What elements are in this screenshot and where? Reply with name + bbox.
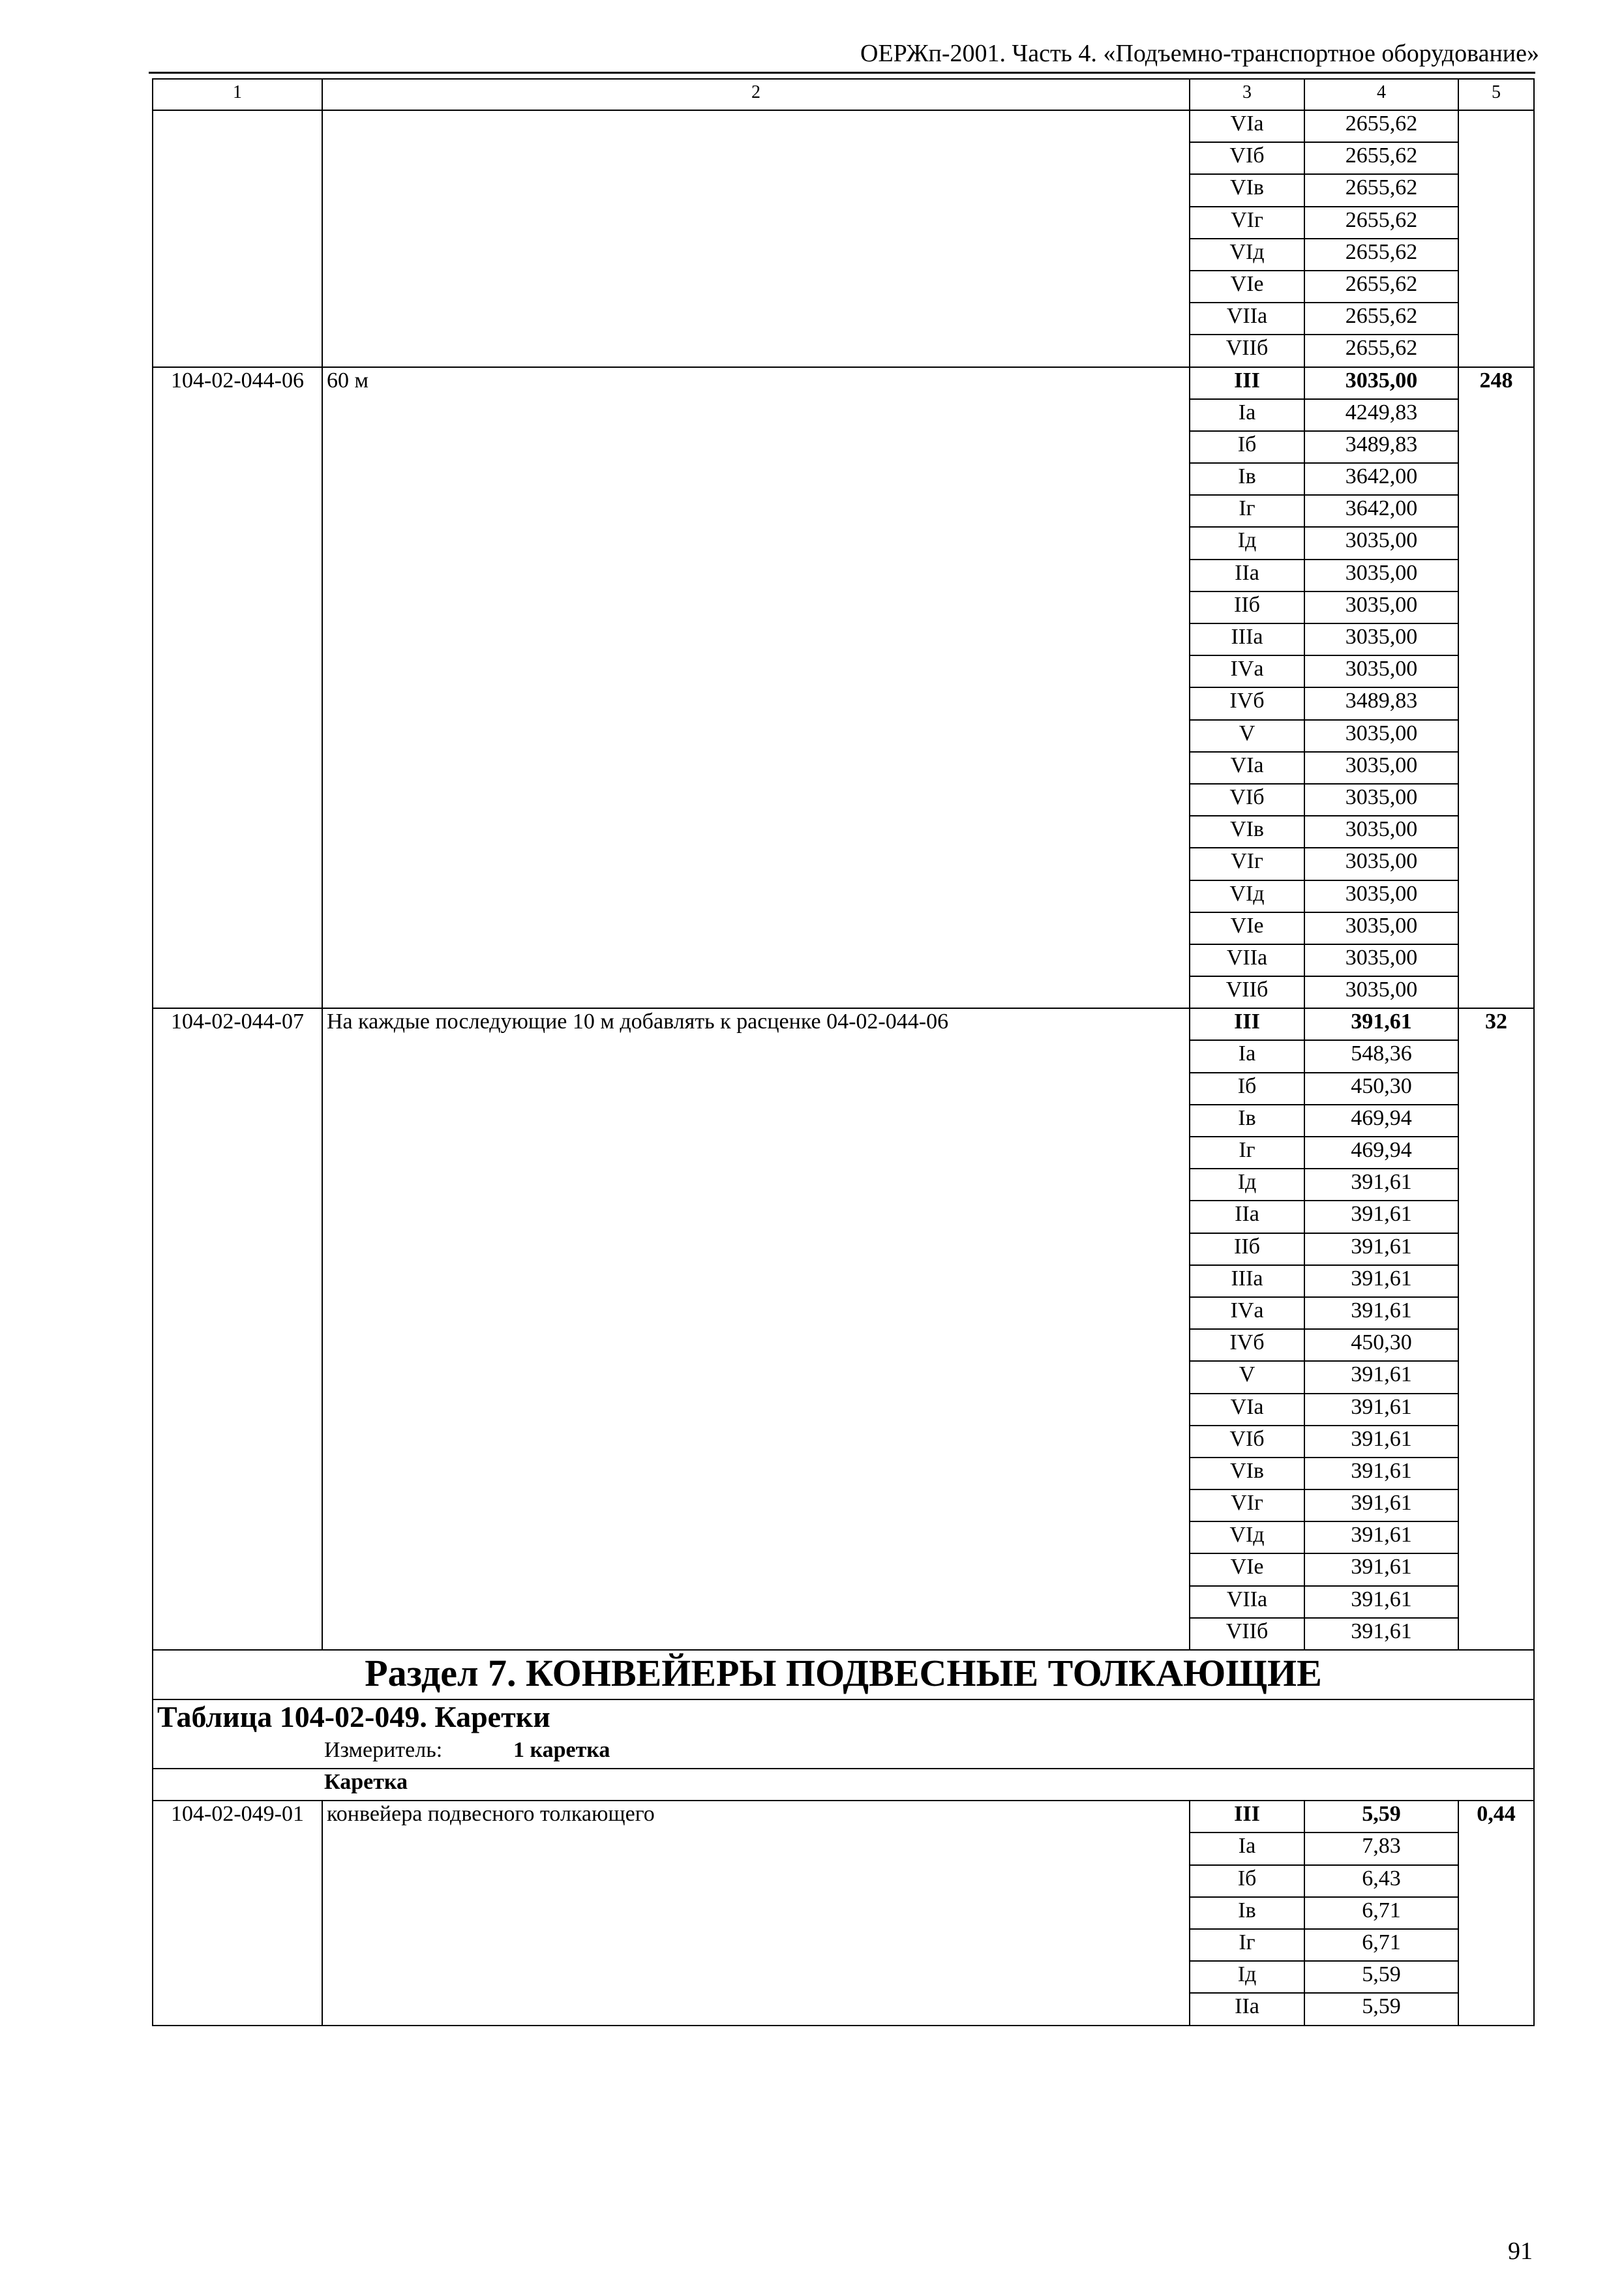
price-cell: 391,61 xyxy=(1304,1394,1458,1426)
price-cell: 3035,00 xyxy=(1304,752,1458,784)
price-cell: 391,61 xyxy=(1304,1233,1458,1265)
price-cell: 391,61 xyxy=(1304,1297,1458,1329)
table-row xyxy=(153,367,1534,399)
zone-cell: IIа xyxy=(1190,560,1304,591)
zone-cell: VIIб xyxy=(1190,976,1304,1008)
price-cell: 391,61 xyxy=(1304,1426,1458,1458)
price-cell: 3035,00 xyxy=(1304,623,1458,655)
price-cell: 391,61 xyxy=(1304,1201,1458,1233)
price-cell: 6,71 xyxy=(1304,1897,1458,1929)
subheading-cell xyxy=(153,1769,1534,1801)
price-cell: 3035,00 xyxy=(1304,848,1458,880)
price-cell: 6,71 xyxy=(1304,1929,1458,1961)
price-cell: 3035,00 xyxy=(1304,655,1458,687)
code-cell: 104-02-044-07 xyxy=(153,1008,322,1650)
zone-cell: III xyxy=(1190,367,1304,399)
table-title: Таблица 104-02-049. Каретки xyxy=(153,1699,1534,1737)
labor-cell: 0,44 xyxy=(1458,1801,1534,2025)
zone-cell: VIа xyxy=(1190,110,1304,142)
measure-cell xyxy=(153,1737,1534,1769)
zone-cell: III xyxy=(1190,1008,1304,1040)
table-row xyxy=(153,1008,1534,1040)
price-cell: 3035,00 xyxy=(1304,880,1458,912)
zone-cell: Iв xyxy=(1190,1105,1304,1137)
zone-cell: Iг xyxy=(1190,1929,1304,1961)
zone-cell: VIд xyxy=(1190,239,1304,271)
price-cell: 2655,62 xyxy=(1304,110,1458,142)
price-cell: 391,61 xyxy=(1304,1553,1458,1585)
name-cell: 60 м xyxy=(322,367,1190,1009)
price-cell: 3642,00 xyxy=(1304,495,1458,527)
zone-cell: VIв xyxy=(1190,1458,1304,1489)
zone-cell: VIе xyxy=(1190,1553,1304,1585)
price-cell: 391,61 xyxy=(1304,1586,1458,1618)
page-number: 91 xyxy=(1508,2237,1533,2265)
running-header: ОЕРЖп-2001. Часть 4. «Подъемно-транспортное оборудование» xyxy=(860,40,1539,67)
price-cell: 2655,62 xyxy=(1304,335,1458,367)
section-title: Раздел 7. КОНВЕЙЕРЫ ПОДВЕСНЫЕ ТОЛКАЮЩИЕ xyxy=(153,1650,1534,1699)
zone-cell: VIв xyxy=(1190,174,1304,206)
table-row xyxy=(153,1801,1534,1833)
zone-cell: III xyxy=(1190,1801,1304,1833)
price-cell: 469,94 xyxy=(1304,1137,1458,1169)
zone-cell: Iг xyxy=(1190,1137,1304,1169)
column-number-row xyxy=(153,79,1534,110)
price-cell: 3642,00 xyxy=(1304,463,1458,495)
price-cell: 2655,62 xyxy=(1304,174,1458,206)
price-cell: 3035,00 xyxy=(1304,591,1458,623)
price-cell: 4249,83 xyxy=(1304,399,1458,431)
zone-cell: VIд xyxy=(1190,880,1304,912)
price-cell: 3035,00 xyxy=(1304,816,1458,848)
table-title-row xyxy=(153,1699,1534,1737)
measure-label: Измеритель: xyxy=(324,1738,443,1762)
zone-cell: VIб xyxy=(1190,142,1304,174)
zone-cell: VIIб xyxy=(1190,1618,1304,1650)
header-rule xyxy=(149,72,1535,74)
zone-cell: Iг xyxy=(1190,495,1304,527)
price-cell: 3035,00 xyxy=(1304,560,1458,591)
price-cell: 2655,62 xyxy=(1304,303,1458,335)
price-cell: 2655,62 xyxy=(1304,271,1458,303)
price-cell: 391,61 xyxy=(1304,1618,1458,1650)
price-cell: 3035,00 xyxy=(1304,367,1458,399)
zone-cell: Iд xyxy=(1190,1169,1304,1201)
price-cell: 3035,00 xyxy=(1304,976,1458,1008)
zone-cell: VIIа xyxy=(1190,944,1304,976)
price-cell: 391,61 xyxy=(1304,1361,1458,1393)
labor-cell: 32 xyxy=(1458,1008,1534,1650)
zone-cell: V xyxy=(1190,1361,1304,1393)
zone-cell: IIб xyxy=(1190,1233,1304,1265)
zone-cell: Iв xyxy=(1190,1897,1304,1929)
rates-table xyxy=(152,78,1535,2026)
zone-cell: IIб xyxy=(1190,591,1304,623)
zone-cell: VIв xyxy=(1190,816,1304,848)
price-cell: 3035,00 xyxy=(1304,527,1458,559)
labor-cell xyxy=(1458,110,1534,367)
zone-cell: IVб xyxy=(1190,687,1304,719)
labor-cell: 248 xyxy=(1458,367,1534,1009)
code-cell: 104-02-049-01 xyxy=(153,1801,322,2025)
price-cell: 391,61 xyxy=(1304,1169,1458,1201)
price-cell: 450,30 xyxy=(1304,1073,1458,1105)
zone-cell: Iб xyxy=(1190,1073,1304,1105)
column-number: 4 xyxy=(1304,79,1458,110)
zone-cell: VIб xyxy=(1190,1426,1304,1458)
zone-cell: VIг xyxy=(1190,1489,1304,1521)
zone-cell: Iб xyxy=(1190,1865,1304,1897)
column-number: 1 xyxy=(153,79,322,110)
price-cell: 7,83 xyxy=(1304,1833,1458,1864)
measure-row xyxy=(153,1737,1534,1769)
zone-cell: IIIа xyxy=(1190,623,1304,655)
code-cell: 104-02-044-06 xyxy=(153,367,322,1009)
measure-value: 1 каретка xyxy=(513,1738,610,1762)
zone-cell: VIIа xyxy=(1190,303,1304,335)
column-number: 3 xyxy=(1190,79,1304,110)
section-row xyxy=(153,1650,1534,1699)
price-cell: 391,61 xyxy=(1304,1458,1458,1489)
price-cell: 391,61 xyxy=(1304,1521,1458,1553)
subheading: Каретка xyxy=(324,1770,408,1794)
price-cell: 3489,83 xyxy=(1304,431,1458,463)
zone-cell: VIе xyxy=(1190,271,1304,303)
zone-cell: Iб xyxy=(1190,431,1304,463)
price-cell: 391,61 xyxy=(1304,1008,1458,1040)
zone-cell: Iа xyxy=(1190,1833,1304,1864)
price-cell: 450,30 xyxy=(1304,1329,1458,1361)
zone-cell: VIа xyxy=(1190,1394,1304,1426)
price-cell: 3035,00 xyxy=(1304,784,1458,816)
price-cell: 3035,00 xyxy=(1304,720,1458,752)
name-cell: На каждые последующие 10 м добавлять к расценке 04-02-044-06 xyxy=(322,1008,1190,1650)
price-cell: 5,59 xyxy=(1304,1993,1458,2025)
code-cell xyxy=(153,110,322,367)
zone-cell: VIг xyxy=(1190,207,1304,239)
zone-cell: IVа xyxy=(1190,655,1304,687)
zone-cell: IVа xyxy=(1190,1297,1304,1329)
zone-cell: VIа xyxy=(1190,752,1304,784)
price-cell: 548,36 xyxy=(1304,1040,1458,1072)
zone-cell: VIг xyxy=(1190,848,1304,880)
zone-cell: VIIа xyxy=(1190,1586,1304,1618)
price-cell: 2655,62 xyxy=(1304,207,1458,239)
price-cell: 3489,83 xyxy=(1304,687,1458,719)
table-row xyxy=(153,110,1534,142)
zone-cell: Iд xyxy=(1190,527,1304,559)
zone-cell: Iа xyxy=(1190,1040,1304,1072)
price-cell: 391,61 xyxy=(1304,1489,1458,1521)
zone-cell: IIа xyxy=(1190,1993,1304,2025)
subheading-row xyxy=(153,1769,1534,1801)
zone-cell: IIIа xyxy=(1190,1265,1304,1297)
zone-cell: Iа xyxy=(1190,399,1304,431)
price-cell: 2655,62 xyxy=(1304,239,1458,271)
price-cell: 3035,00 xyxy=(1304,912,1458,944)
zone-cell: VIе xyxy=(1190,912,1304,944)
zone-cell: V xyxy=(1190,720,1304,752)
price-cell: 3035,00 xyxy=(1304,944,1458,976)
price-cell: 469,94 xyxy=(1304,1105,1458,1137)
zone-cell: VIд xyxy=(1190,1521,1304,1553)
zone-cell: Iд xyxy=(1190,1961,1304,1993)
column-number: 5 xyxy=(1458,79,1534,110)
price-cell: 5,59 xyxy=(1304,1801,1458,1833)
name-cell xyxy=(322,110,1190,367)
zone-cell: VIб xyxy=(1190,784,1304,816)
price-cell: 5,59 xyxy=(1304,1961,1458,1993)
zone-cell: IVб xyxy=(1190,1329,1304,1361)
price-cell: 2655,62 xyxy=(1304,142,1458,174)
column-number: 2 xyxy=(322,79,1190,110)
price-cell: 6,43 xyxy=(1304,1865,1458,1897)
zone-cell: IIа xyxy=(1190,1201,1304,1233)
zone-cell: Iв xyxy=(1190,463,1304,495)
name-cell: конвейера подвесного толкающего xyxy=(322,1801,1190,2025)
price-cell: 391,61 xyxy=(1304,1265,1458,1297)
zone-cell: VIIб xyxy=(1190,335,1304,367)
